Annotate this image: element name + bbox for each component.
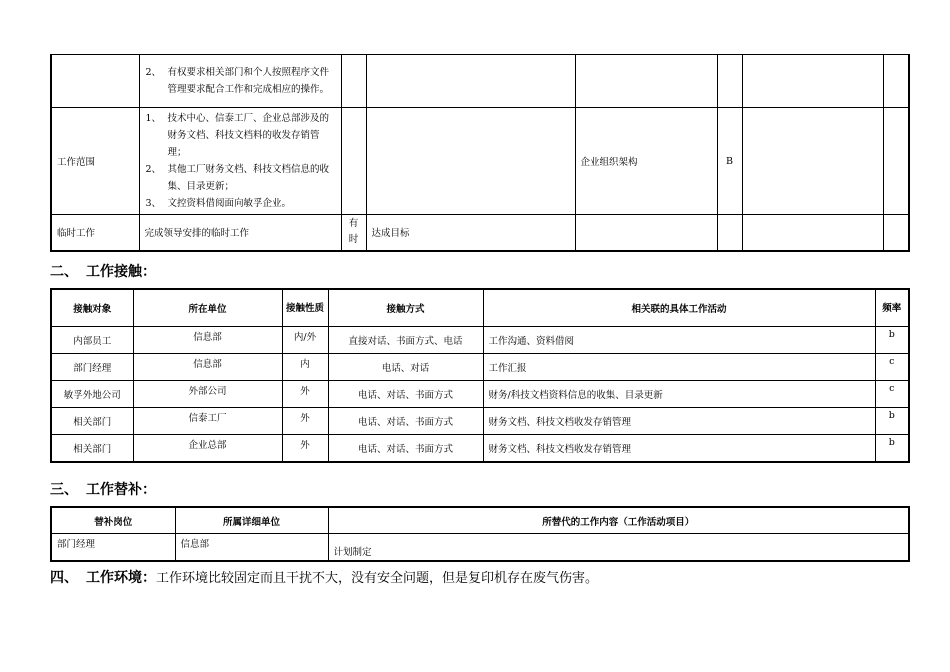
cell-target: 相关部门 xyxy=(51,435,133,463)
cell-nature: 外 xyxy=(282,435,328,463)
list-item: 3、 文控资料借阅面向敏孚企业。 xyxy=(145,197,292,209)
cell-unit: 信泰工厂 xyxy=(133,408,282,435)
cell-empty xyxy=(883,108,909,215)
cell-empty xyxy=(742,55,883,108)
cell-method: 直接对话、书面方式、电话 xyxy=(328,327,483,354)
table-row xyxy=(51,327,909,354)
section-heading-contact: 二、 工作接触： xyxy=(50,264,156,280)
header-post: 替补岗位 xyxy=(51,507,175,534)
row-label: 工作范围 xyxy=(51,108,139,215)
header-target: 接触对象 xyxy=(51,289,133,327)
cell-nature: 内/外 xyxy=(282,327,328,354)
list-item: 2、 其他工厂财务文档、科技文档信息的收集、目录更新； xyxy=(145,163,330,192)
cell-empty xyxy=(575,215,717,251)
header-frequency: 频率 xyxy=(875,289,909,327)
cell-frequency: 有时 xyxy=(341,215,366,251)
cell-target: 部门经理 xyxy=(51,354,133,381)
cell-unit: 外部公司 xyxy=(133,381,282,408)
cell-authority xyxy=(139,55,341,108)
cell-empty xyxy=(575,55,717,108)
cell-method: 电话、对话、书面方式 xyxy=(328,381,483,408)
cell-activity: 工作汇报 xyxy=(483,354,875,381)
table-row xyxy=(51,354,909,381)
substitute-table xyxy=(50,506,910,562)
cell-empty xyxy=(341,108,366,215)
header-unit: 所在单位 xyxy=(133,289,282,327)
cell-unit: 信息部 xyxy=(175,534,328,562)
cell-content: 计划制定 xyxy=(328,534,909,562)
row-label: 临时工作 xyxy=(51,215,139,251)
table-row xyxy=(51,435,909,463)
cell-activity: 财务/科技文档资料信息的收集、目录更新 xyxy=(483,381,875,408)
cell-nature: 外 xyxy=(282,381,328,408)
header-nature: 接触性质 xyxy=(282,289,328,327)
cell-activity: 工作沟通、资料借阅 xyxy=(483,327,875,354)
cell-target: 内部员工 xyxy=(51,327,133,354)
table-row xyxy=(51,534,909,562)
cell-nature: 内 xyxy=(282,354,328,381)
cell-frequency: c xyxy=(875,354,909,381)
header-method: 接触方式 xyxy=(328,289,483,327)
cell-activity: 财务文档、科技文档收发存销管理 xyxy=(483,408,875,435)
cell-frequency: b xyxy=(875,408,909,435)
cell-method: 电话、对话 xyxy=(328,354,483,381)
cell-post: 部门经理 xyxy=(51,534,175,562)
table-row xyxy=(51,215,909,251)
cell-empty xyxy=(366,55,575,108)
cell-empty xyxy=(51,55,139,108)
cell-frequency: b xyxy=(875,435,909,463)
cell-method: 电话、对话、书面方式 xyxy=(328,435,483,463)
header-content: 所替代的工作内容（工作活动项目） xyxy=(328,507,909,534)
cell-empty xyxy=(717,215,742,251)
table-header-row xyxy=(51,507,909,534)
cell-target: 相关部门 xyxy=(51,408,133,435)
table-row xyxy=(51,108,909,215)
list-item: 2、 有权要求相关部门和个人按照程序文件管理要求配合工作和完成相应的操作。 xyxy=(145,66,330,95)
cell-empty xyxy=(742,215,883,251)
table-header-row xyxy=(51,289,909,327)
cell-grade: B xyxy=(717,108,742,215)
cell-frequency: c xyxy=(875,381,909,408)
cell-unit: 企业总部 xyxy=(133,435,282,463)
cell-method: 电话、对话、书面方式 xyxy=(328,408,483,435)
cell-unit: 信息部 xyxy=(133,354,282,381)
cell-goal: 达成目标 xyxy=(366,215,575,251)
environment-text: 工作环境比较固定而且干扰不大，没有安全问题，但是复印机存在废气伤害。 xyxy=(156,571,599,586)
cell-scope xyxy=(139,108,341,215)
cell-empty xyxy=(742,108,883,215)
cell-frequency: b xyxy=(875,327,909,354)
header-unit: 所属详细单位 xyxy=(175,507,328,534)
cell-target: 敏孚外地公司 xyxy=(51,381,133,408)
table-row xyxy=(51,381,909,408)
section-heading-environment: 四、 工作环境：工作环境比较固定而且干扰不大，没有安全问题，但是复印机存在废气伤害。 xyxy=(50,570,599,586)
list-item: 1、 技术中心、信泰工厂、企业总部涉及的财务文档、科技文档料的收发存销管理； xyxy=(145,112,330,158)
contact-table xyxy=(50,288,910,463)
cell-empty xyxy=(341,55,366,108)
table-row xyxy=(51,55,909,108)
header-activity: 相关联的具体工作活动 xyxy=(483,289,875,327)
cell-content: 完成领导安排的临时工作 xyxy=(139,215,341,251)
cell-empty xyxy=(366,108,575,215)
cell-nature: 外 xyxy=(282,408,328,435)
cell-basis: 企业组织架构 xyxy=(575,108,717,215)
table-row xyxy=(51,408,909,435)
section-heading-substitute: 三、 工作替补： xyxy=(50,482,156,498)
responsibility-table xyxy=(50,54,910,252)
cell-empty xyxy=(883,215,909,251)
cell-activity: 财务文档、科技文档收发存销管理 xyxy=(483,435,875,463)
cell-empty xyxy=(717,55,742,108)
cell-empty xyxy=(883,55,909,108)
cell-unit: 信息部 xyxy=(133,327,282,354)
